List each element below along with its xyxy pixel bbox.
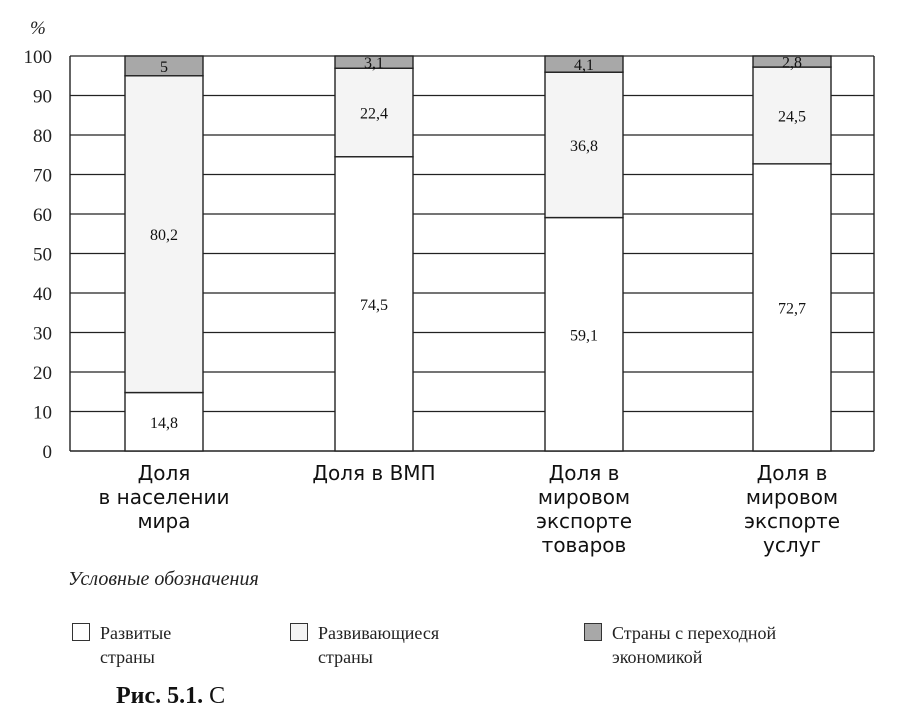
y-tick-label-70: 70 — [33, 165, 52, 187]
figure-caption-text: С — [209, 683, 226, 709]
data-label-c3-s0: 72,7 — [778, 300, 806, 318]
data-label-c2-s2: 4,1 — [574, 57, 594, 75]
y-tick-label-100: 100 — [23, 47, 52, 68]
legend-item-developed-line2: страны — [100, 647, 155, 667]
figure-caption — [116, 683, 225, 710]
legend-item-developed — [100, 621, 171, 669]
legend-item-transition — [612, 621, 776, 669]
category-label-1-line-0: Доля в ВМП — [312, 461, 436, 485]
data-label-c1-s0: 74,5 — [360, 296, 388, 314]
y-unit-label: % — [30, 18, 46, 39]
data-label-c1-s2: 3,1 — [364, 55, 384, 73]
legend-swatch-developed — [72, 623, 90, 641]
category-label-3-line-0: Доля в — [756, 461, 828, 485]
data-label-c0-s1: 80,2 — [150, 227, 178, 245]
legend-item-transition-line2: экономикой — [612, 647, 703, 667]
y-tick-label-20: 20 — [33, 363, 52, 384]
legend-swatch-transition — [584, 623, 602, 641]
y-tick-label-80: 80 — [33, 126, 52, 147]
category-label-2-line-1: мировом — [537, 485, 631, 509]
data-label-c3-s1: 24,5 — [778, 108, 806, 126]
figure-caption-prefix: Рис. 5.1. — [116, 683, 204, 709]
legend-swatch-developing — [290, 623, 308, 641]
category-label-0-line-2: мира — [137, 509, 191, 533]
category-label-2-line-0: Доля в — [548, 461, 620, 485]
category-label-3-line-1: мировом — [745, 485, 839, 509]
category-label-3-line-2: экспорте — [743, 509, 841, 533]
y-tick-label-0: 0 — [42, 442, 52, 463]
y-tick-label-40: 40 — [33, 284, 52, 305]
data-label-c0-s2: 5 — [160, 58, 168, 76]
category-label-2-line-3: товаров — [541, 533, 627, 557]
data-label-c3-s2: 2,8 — [782, 54, 802, 72]
category-label-0-line-0: Доля — [137, 461, 191, 485]
legend-item-developing — [318, 621, 439, 669]
category-label-0-line-1: в населении — [98, 485, 230, 509]
y-tick-label-10: 10 — [33, 402, 52, 424]
data-label-c2-s1: 36,8 — [570, 137, 598, 155]
data-label-c0-s0: 14,8 — [150, 414, 178, 432]
legend-item-developing-line1: Развивающиеся — [318, 623, 440, 643]
legend-item-developed-line1: Развитые — [100, 623, 172, 643]
legend-item-developing-line2: страны — [318, 647, 373, 667]
data-label-c2-s0: 59,1 — [570, 327, 598, 345]
category-label-3-line-3: услуг — [763, 533, 821, 557]
data-label-c1-s1: 22,4 — [360, 105, 388, 123]
y-tick-label-60: 60 — [33, 205, 52, 226]
legend-title: Условные обозначения — [68, 568, 259, 590]
y-tick-label-50: 50 — [33, 244, 52, 266]
category-label-2-line-2: экспорте — [535, 509, 633, 533]
y-tick-label-90: 90 — [33, 86, 52, 108]
legend-item-transition-line1: Страны с переходной — [612, 623, 777, 643]
y-tick-label-30: 30 — [33, 323, 52, 345]
